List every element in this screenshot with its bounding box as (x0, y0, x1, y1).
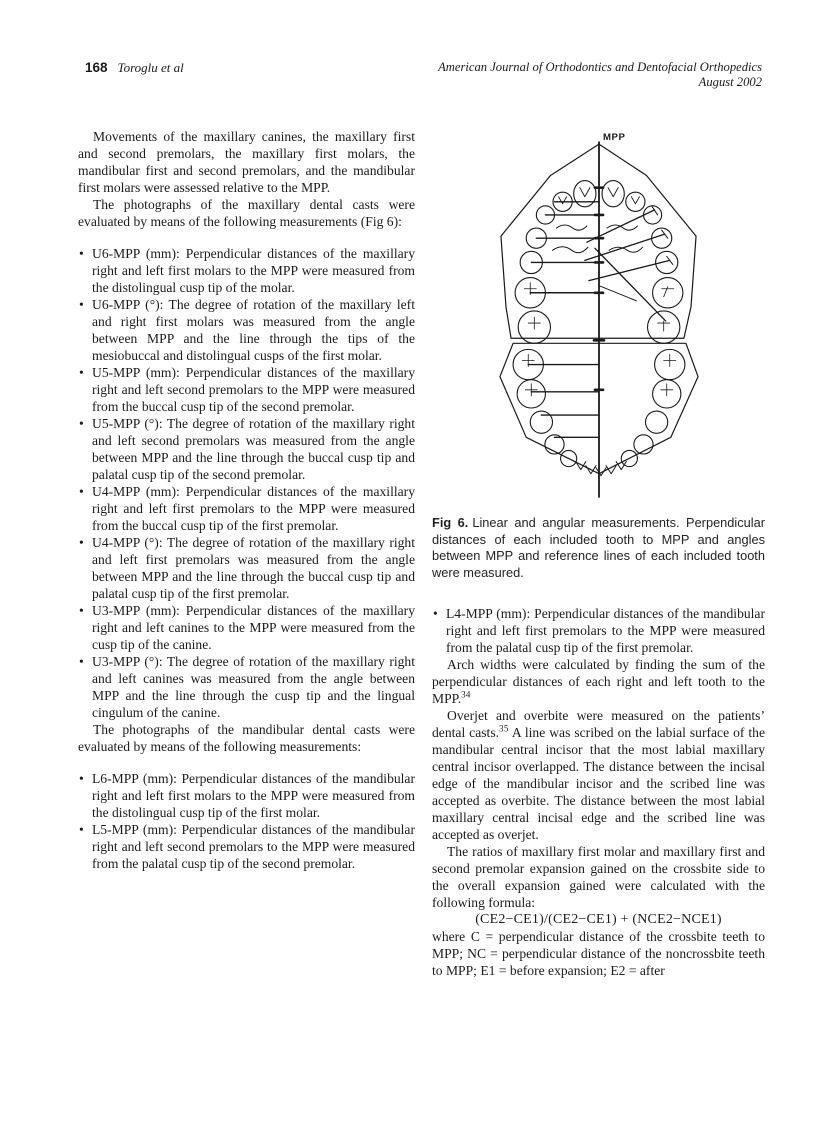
tooth (645, 411, 667, 433)
paragraph-arch-widths (432, 656, 765, 707)
bullet-dot: • (433, 606, 438, 622)
list-item (78, 534, 415, 602)
page-header (85, 60, 762, 90)
bullet-dot: • (79, 654, 84, 669)
paragraph-ratios: The ratios of maxillary first molar and maxillary first and second premolar expansion gained on the crossbite side to the overall expansion gained were calculated with the following formula: (432, 844, 765, 911)
figure-caption-text: Linear and angular measurements. Perpendicular distances of each included tooth to MPP and angles between MPP and reference lines of each included tooth were measured. (432, 515, 765, 580)
angle-arc (599, 286, 636, 301)
bullet-dot: • (79, 416, 84, 431)
figure-caption-label: Fig 6. (432, 515, 469, 530)
measurement-text: U4-MPP (mm): Perpendicular distances of the maxillary right and left first premolars to the MPP were measured from the buccal cusp tip of the first premolar. (92, 484, 415, 533)
bullet-dot: • (79, 246, 84, 261)
list-item (78, 821, 415, 872)
tooth (573, 181, 595, 207)
mpp-label: MPP (602, 132, 625, 144)
tooth (652, 278, 682, 308)
tooth (643, 206, 661, 224)
paragraph-mandibular-intro: The photographs of the mandibular dental casts were evaluated by means of the following measurements: (78, 722, 415, 754)
list-item (78, 245, 415, 296)
bullet-dot: • (79, 535, 84, 550)
running-authors: Toroglu et al (117, 60, 184, 75)
mandibular-measurement-list (78, 770, 415, 872)
list-item (78, 483, 415, 534)
list-item (78, 415, 415, 483)
list-item (78, 602, 415, 653)
measurement-text: L4-MPP (mm): Perpendicular distances of the mandibular right and left first premolars to the MPP were measured from the palatal cusp tip of the first premolar. (446, 606, 765, 656)
expansion-ratio-formula: (CE2−CE1)/(CE2−CE1) + (NCE2−NCE1) (475, 912, 722, 928)
running-head-left (85, 60, 184, 75)
bullet-dot: • (79, 484, 84, 499)
measurement-text: L5-MPP (mm): Perpendicular distances of the mandibular right and left second premolars to the MPP were measured from the palatal cusp tip of the second premolar. (92, 822, 415, 871)
measurement-text: U6-MPP (°): The degree of rotation of the maxillary left and right first molars was measured from the angle between MPP and the line through the tips of the mesiobuccal and distolingual cusps of the first molar. (92, 297, 415, 363)
tooth (625, 192, 644, 211)
right-column (432, 129, 765, 979)
figure-6 (432, 129, 765, 581)
measurement-text: U3-MPP (mm): Perpendicular distances of the maxillary right and left canines to the MPP were measured from the cusp tip of the canine. (92, 603, 415, 652)
list-item (78, 296, 415, 364)
journal-title: American Journal of Orthodontics and Dentofacial Orthopedics (438, 60, 762, 74)
page-number: 168 (85, 60, 108, 75)
list-item (78, 653, 415, 721)
left-column (78, 128, 415, 872)
measurement-text: L6-MPP (mm): Perpendicular distances of the mandibular right and left first molars to the MPP were measured from the distolingual cusp tip of the first molar. (92, 771, 415, 820)
list-item (78, 770, 415, 821)
list-item (78, 364, 415, 415)
measurement-text: U6-MPP (mm): Perpendicular distances of the maxillary right and left first molars to the MPP were measured from the distolingual cusp tip of the molar. (92, 246, 415, 295)
bullet-dot: • (79, 297, 84, 312)
tooth (655, 251, 677, 273)
arch-widths-text: Arch widths were calculated by finding the sum of the perpendicular distances of each right and left tooth to the MPP. (432, 657, 765, 707)
overjet-text-2: A line was scribed on the labial surface of the mandibular central incisor that the most labial maxillary central incisor overlapped. The distance between the incisal edge of the mandibular incisor and the scribed line was accepted as overbite. The distance between the most labial maxillary central incisal edge and the scribed line was accepted as overjet. (432, 725, 765, 843)
list-item (432, 605, 765, 656)
overjet-text-1: Overjet and overbite were measured on the patients’ dental casts. (432, 708, 765, 741)
measurement-text: U3-MPP (°): The degree of rotation of the maxillary right and left canines was measured from the angle between MPP and the line through the cusp tip and the lingual cingulum of the canine. (92, 654, 415, 720)
bullet-dot: • (79, 365, 84, 380)
bullet-dot: • (79, 603, 84, 618)
paragraph-movements: Movements of the maxillary canines, the maxillary first and second premolars, the maxillary first molars, the mandibular first and second premolars, and the mandibular first molars were assessed relative to the MPP. (78, 129, 415, 195)
paragraph-overjet-overbite (432, 707, 765, 843)
tooth (651, 228, 671, 248)
paragraph-maxillary-intro: The photographs of the maxillary dental casts were evaluated by means of the following measurements (Fig 6): (78, 197, 415, 229)
figure-caption (432, 515, 765, 581)
tooth (602, 181, 624, 207)
reference-34: 34 (461, 689, 471, 700)
reference-35: 35 (499, 723, 509, 734)
measurement-text: U5-MPP (°): The degree of rotation of the maxillary right and left second premolars was measured from the angle between MPP and the line through the buccal cusp tip and palatal cusp tip of the second premolar. (92, 416, 415, 482)
paragraph-where-definitions: where C = perpendicular distance of the crossbite teeth to MPP; NC = perpendicular distance of the noncrossbite teeth to MPP; E1 = before expansion; E2 = after (432, 929, 765, 979)
bullet-dot: • (79, 822, 84, 837)
maxillary-measurement-list (78, 245, 415, 721)
measurement-text: U4-MPP (°): The degree of rotation of the maxillary right and left first premolars was measured from the angle between MPP and the line through the buccal cusp tip and palatal cusp tip of the first premolar. (92, 535, 415, 601)
l4-measurement-list (432, 605, 765, 656)
running-head-right (438, 60, 762, 90)
journal-issue: August 2002 (698, 75, 762, 89)
measurement-text: U5-MPP (mm): Perpendicular distances of the maxillary right and left second premolars to the MPP were measured from the buccal cusp tip of the second premolar. (92, 365, 415, 414)
dental-arch-diagram (497, 129, 701, 501)
bullet-dot: • (79, 771, 84, 786)
